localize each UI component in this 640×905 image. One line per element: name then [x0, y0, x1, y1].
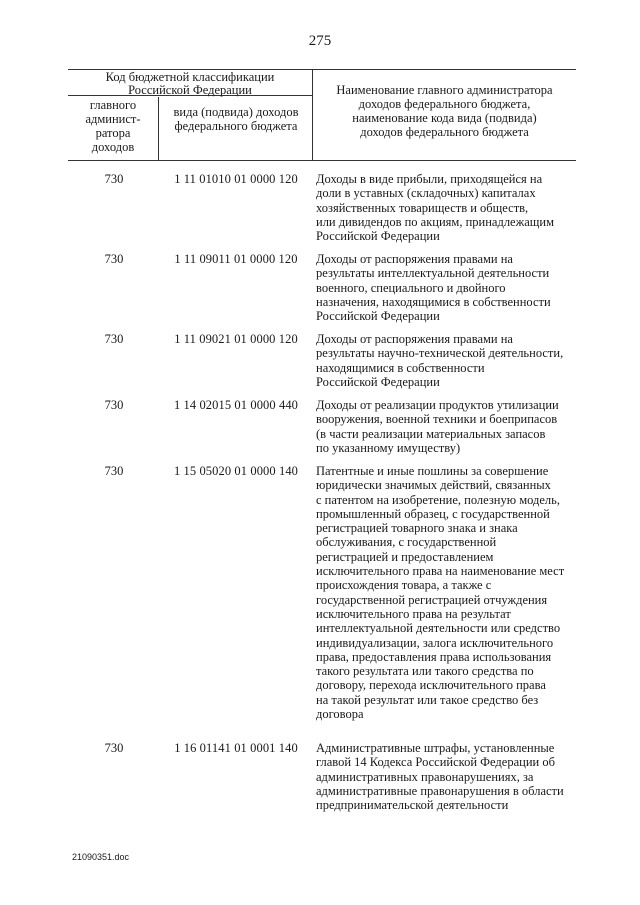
name-line: такого результата или такого средства по [316, 664, 534, 679]
header-line: главного [89, 98, 137, 112]
name-line: интеллектуальной деятельности или средство [316, 621, 561, 636]
admin-code-cell: 730 [104, 172, 124, 186]
header-line: доходов федерального бюджета, [358, 97, 531, 111]
name-line: с патентом на изобретение, полезную модель, [316, 492, 560, 507]
name-line: обслуживания, с государственной [316, 535, 497, 550]
name-line: предпринимательской деятельности [316, 798, 509, 813]
document-filename: 21090351.doc [72, 852, 130, 862]
name-line: на такой результат или такое средство без [316, 692, 539, 707]
name-line: государственной регистрацией отчуждения [316, 592, 548, 607]
name-line: административные правонарушения в области [316, 783, 564, 798]
revenue-name-cell [316, 741, 578, 812]
name-line: военного, специального и двойного [316, 280, 506, 295]
revenue-name-cell [316, 464, 578, 721]
name-line: по указанному имуществу) [316, 440, 461, 455]
name-line: Российской Федерации [316, 229, 440, 244]
name-line: результаты научно-технической деятельности, [316, 346, 564, 361]
header-line: наименование кода вида (подвида) [352, 111, 537, 125]
name-line: Доходы в виде прибыли, приходящейся на [316, 172, 543, 186]
revenue-name-cell [316, 172, 578, 243]
name-line: (в части реализации материальных запасов [316, 426, 546, 441]
name-line: Доходы от распоряжения правами на [316, 252, 513, 266]
name-line: исключительного права на результат [316, 606, 511, 621]
name-line: индивидуализации, залога исключительного [316, 635, 554, 650]
header-line: Российской Федерации [128, 83, 252, 97]
page-number: 275 [308, 33, 332, 49]
name-line: доли в уставных (складочных) капиталах [316, 186, 536, 201]
name-line: Патентные и иные пошлины за совершение [316, 464, 549, 478]
header-line: Код бюджетной классификации [105, 70, 275, 84]
name-line: исключительного права на наименование мест [316, 564, 565, 579]
name-line: регистрацией товарного знака и знака [316, 521, 518, 536]
name-line: договору, перехода исключительного права [316, 678, 546, 693]
name-line: или дивидендов по акциям, принадлежащим [316, 214, 555, 229]
revenue-code-cell: 1 15 05020 01 0000 140 [173, 464, 299, 478]
header-line: доходов [91, 140, 135, 154]
admin-code-cell: 730 [104, 398, 124, 412]
admin-code-cell: 730 [104, 332, 124, 346]
header-line: вида (подвида) доходов [173, 105, 299, 119]
name-line: Доходы от распоряжения правами на [316, 332, 513, 346]
name-line: хозяйственных товариществ и обществ, [316, 200, 529, 215]
name-line: находящимися в собственности [316, 360, 485, 375]
name-line: права, предоставления права использования [316, 649, 552, 664]
revenue-code-cell: 1 11 09011 01 0000 120 [174, 252, 298, 266]
header-line: Наименование главного администратора [336, 83, 553, 97]
header-line: ратора [95, 126, 131, 140]
admin-code-cell: 730 [104, 252, 124, 266]
revenue-name-cell [316, 398, 578, 455]
name-line: административных правонарушениях, за [316, 769, 534, 784]
header-line: админист- [85, 112, 141, 126]
header-line: доходов федерального бюджета [360, 125, 529, 139]
name-line: промышленный образец, с государственной [316, 506, 550, 521]
name-line: происхождения товара, а также с [316, 578, 492, 593]
revenue-code-cell: 1 11 01010 01 0000 120 [174, 172, 298, 186]
name-line: вооружения, военной техники и боеприпасов [316, 412, 558, 427]
name-line: Российской Федерации [316, 374, 440, 389]
revenue-name-cell [316, 332, 578, 389]
revenue-name-cell [316, 252, 578, 323]
name-line: результаты интеллектуальной деятельности [316, 266, 550, 281]
name-line: назначения, находящимися в собственности [316, 294, 551, 309]
revenue-code-cell: 1 11 09021 01 0000 120 [174, 332, 298, 346]
revenue-code-cell: 1 16 01141 01 0001 140 [174, 741, 298, 755]
name-line: регистрацией и предоставлением [316, 549, 494, 564]
header-line: федерального бюджета [174, 119, 298, 133]
name-line: главой 14 Кодекса Российской Федерации об [316, 755, 555, 770]
name-line: Доходы от реализации продуктов утилизации [316, 398, 559, 412]
revenue-code-cell: 1 14 02015 01 0000 440 [173, 398, 299, 412]
admin-code-cell: 730 [104, 464, 124, 478]
name-line: юридически значимых действий, связанных [316, 478, 551, 493]
name-line: договора [316, 707, 364, 722]
name-line: Административные штрафы, установленные [316, 741, 555, 755]
admin-code-cell: 730 [104, 741, 124, 755]
name-line: Российской Федерации [316, 309, 440, 324]
